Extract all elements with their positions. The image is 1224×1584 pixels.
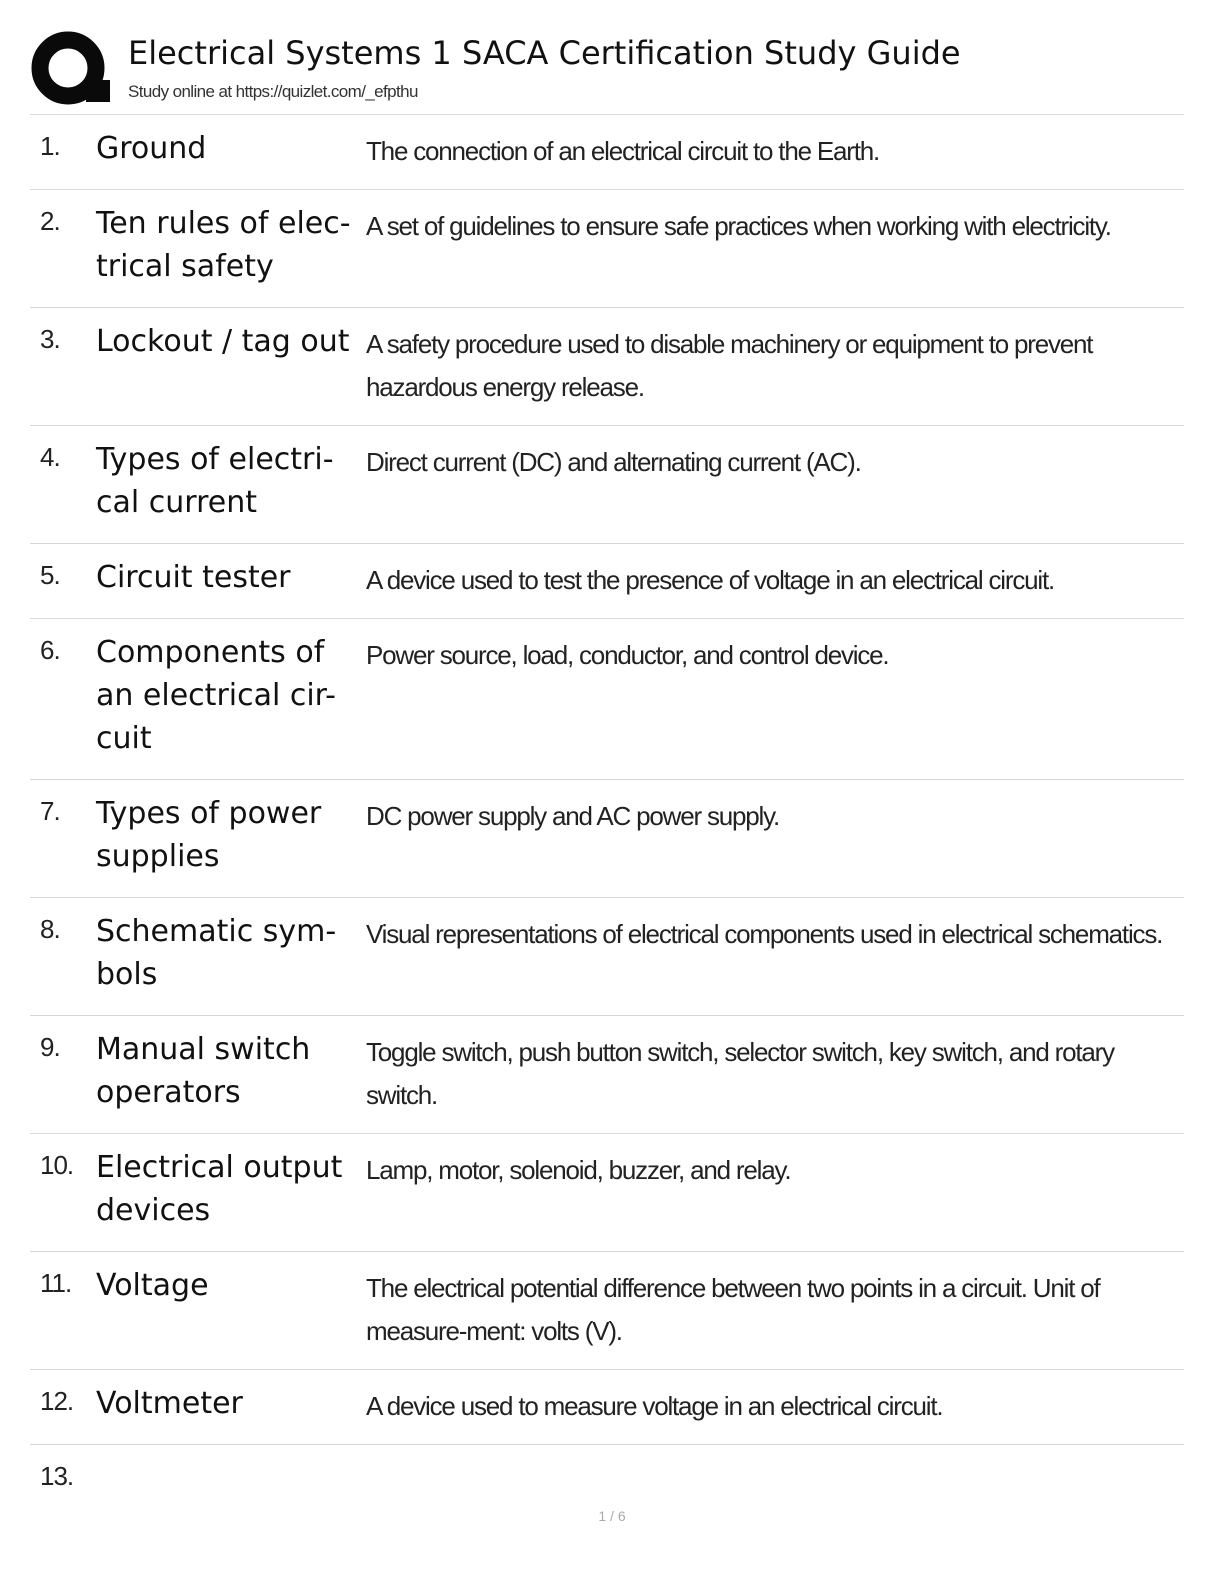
study-online-link[interactable]: Study online at https://quizlet.com/_efpthu <box>128 82 418 101</box>
item-term: Circuit tester <box>96 560 291 595</box>
item-number: 5. <box>40 560 60 590</box>
page-header <box>30 26 1190 114</box>
item-number: 1. <box>40 131 60 161</box>
list-item <box>30 308 1184 426</box>
item-term: Components of an electrical cir-cuit <box>96 635 336 756</box>
item-number: 9. <box>40 1032 60 1062</box>
item-definition: DC power supply and AC power supply. <box>366 801 779 831</box>
list-item <box>30 426 1184 544</box>
item-term: Types of power supplies <box>96 796 322 874</box>
item-number: 7. <box>40 796 60 826</box>
item-term: Manual switch operators <box>96 1032 311 1110</box>
item-term: Voltmeter <box>96 1386 243 1421</box>
list-item <box>30 1134 1184 1252</box>
item-definition: The connection of an electrical circuit to the Earth. <box>366 136 880 166</box>
item-number: 12. <box>40 1386 74 1416</box>
item-definition: A set of guidelines to ensure safe practices when working with electricity. <box>366 211 1111 241</box>
item-term: Lockout / tag out <box>96 324 350 359</box>
item-number: 8. <box>40 914 60 944</box>
item-definition: The electrical potential difference between two points in a circuit. Unit of measure-ment: volts (V). <box>366 1273 1100 1346</box>
quizlet-logo-icon <box>30 30 110 110</box>
item-definition: A device used to measure voltage in an electrical circuit. <box>366 1391 943 1421</box>
item-definition: Power source, load, conductor, and control device. <box>366 640 889 670</box>
list-item <box>30 780 1184 898</box>
page-title: Electrical Systems 1 SACA Certification Study Guide <box>128 34 961 72</box>
list-item <box>30 898 1184 1016</box>
item-definition: A safety procedure used to disable machinery or equipment to prevent hazardous energy release. <box>366 329 1093 402</box>
item-number: 4. <box>40 442 60 472</box>
item-definition: Lamp, motor, solenoid, buzzer, and relay. <box>366 1155 791 1185</box>
item-definition: A device used to test the presence of voltage in an electrical circuit. <box>366 565 1055 595</box>
study-guide-list <box>30 114 1184 1515</box>
item-term: Electrical output devices <box>96 1150 343 1228</box>
item-number: 11. <box>40 1268 72 1298</box>
item-definition: Direct current (DC) and alternating current (AC). <box>366 447 861 477</box>
list-item <box>30 115 1184 190</box>
list-item <box>30 544 1184 619</box>
list-item <box>30 619 1184 780</box>
item-definition: Visual representations of electrical components used in electrical schematics. <box>366 919 1163 949</box>
item-term: Voltage <box>96 1268 209 1303</box>
list-item <box>30 190 1184 308</box>
item-term: Ground <box>96 131 207 166</box>
item-number: 10. <box>40 1150 74 1180</box>
list-item <box>30 1252 1184 1370</box>
item-number: 13. <box>40 1461 74 1491</box>
item-definition: Toggle switch, push button switch, selector switch, key switch, and rotary switch. <box>366 1037 1114 1110</box>
list-item <box>30 1445 1184 1515</box>
item-term: Ten rules of elec-trical safety <box>96 206 351 284</box>
list-item <box>30 1370 1184 1445</box>
page-number: 1 / 6 <box>598 1508 626 1524</box>
item-number: 6. <box>40 635 60 665</box>
item-number: 3. <box>40 324 60 354</box>
item-number: 2. <box>40 206 60 236</box>
item-term: Types of electri-cal current <box>96 442 334 520</box>
item-term: Schematic sym-bols <box>96 914 337 992</box>
list-item <box>30 1016 1184 1134</box>
